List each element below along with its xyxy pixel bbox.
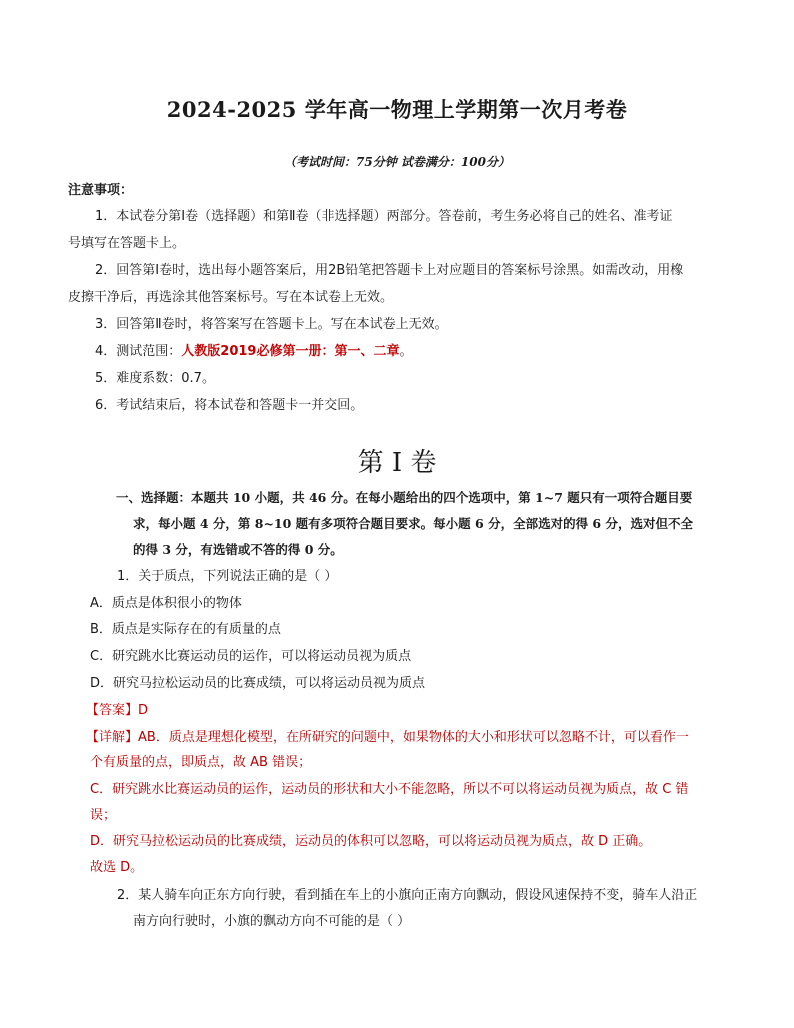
page-title: 2024-2025 学年高一物理上学期第一次月考卷 bbox=[166, 97, 628, 122]
q1-option-c: C．研究跳水比赛运动员的运作，可以将运动员视为质点 bbox=[90, 649, 412, 664]
exam-info: （考试时间：75分钟 试卷满分：100分） bbox=[284, 155, 510, 169]
q1-conclusion: 故选 D。 bbox=[90, 860, 144, 875]
notice-item-4 bbox=[95, 343, 412, 361]
answer-tag: 【答案】 bbox=[86, 703, 139, 718]
detail-text-1: AB．质点是理想化模型，在所研究的问题中，如果物体的大小和形状可以忽略不计，可以看作一 bbox=[138, 730, 689, 745]
q1-detail-line-5: D．研究马拉松运动员的比赛成绩，运动员的体积可以忽略，可以将运动员视为质点，故 D 正确。 bbox=[90, 834, 652, 849]
section-intro-line-3: 的得 3 分，有选错或不答的得 0 分。 bbox=[133, 542, 343, 557]
detail-tag: 【详解】 bbox=[86, 730, 139, 745]
q1-option-d: D．研究马拉松运动员的比赛成绩，可以将运动员视为质点 bbox=[90, 676, 426, 691]
q1-answer bbox=[86, 702, 148, 720]
notice-item-6: 6．考试结束后，将本试卷和答题卡一并交回。 bbox=[95, 398, 364, 413]
q1-detail-line-2: 个有质量的点，即质点，故 AB 错误； bbox=[90, 755, 312, 770]
notice-item-1: 1．本试卷分第Ⅰ卷（选择题）和第Ⅱ卷（非选择题）两部分。答卷前，考生务必将自己的姓名、准考证 bbox=[95, 209, 673, 224]
section-title: 第 I 卷 bbox=[357, 448, 437, 478]
notice-item-3: 3．回答第Ⅱ卷时，将答案写在答题卡上。写在本试卷上无效。 bbox=[95, 317, 448, 332]
notice-item-4-prefix: 4．测试范围： bbox=[95, 344, 182, 359]
q1-stem: 1．关于质点，下列说法正确的是（ ） bbox=[117, 569, 338, 584]
notice-heading: 注意事项： bbox=[68, 183, 134, 198]
test-scope: 人教版2019必修第一册：第一、二章 bbox=[181, 344, 400, 359]
section-intro-line-2: 求，每小题 4 分，第 8~10 题有多项符合题目要求。每小题 6 分，全部选对的得 6 分，选对但不全 bbox=[133, 516, 693, 531]
q1-option-b: B．质点是实际存在的有质量的点 bbox=[90, 622, 281, 637]
section-intro-line-1: 一、选择题：本题共 10 小题，共 46 分。在每小题给出的四个选项中，第 1~7 题只有一项符合题目要 bbox=[116, 490, 693, 505]
q1-detail-line-1 bbox=[86, 729, 689, 747]
q2-stem-line-1: 2．某人骑车向正东方向行驶，看到插在车上的小旗向正南方向飘动，假设风速保持不变，骑车人沿正 bbox=[117, 888, 698, 903]
q2-stem-line-2: 南方向行驶时，小旗的飘动方向不可能的是（ ） bbox=[133, 914, 411, 929]
notice-item-1-cont: 号填写在答题卡上。 bbox=[68, 236, 186, 251]
notice-item-2: 2．回答第Ⅰ卷时，选出每小题答案后，用2B铅笔把答题卡上对应题目的答案标号涂黑。如需改动，用橡 bbox=[95, 263, 684, 278]
notice-item-4-suffix: 。 bbox=[399, 344, 413, 359]
answer-value: D bbox=[138, 703, 149, 718]
notice-item-5: 5．难度系数：0.7。 bbox=[95, 371, 215, 386]
q1-detail-line-3: C．研究跳水比赛运动员的运作，运动员的形状和大小不能忽略，所以不可以将运动员视为质点，故 C 错 bbox=[90, 782, 689, 797]
q1-option-a: A．质点是体积很小的物体 bbox=[90, 596, 242, 611]
notice-item-2-cont: 皮擦干净后，再选涂其他答案标号。写在本试卷上无效。 bbox=[68, 290, 394, 305]
q1-detail-line-4: 误； bbox=[90, 808, 117, 823]
